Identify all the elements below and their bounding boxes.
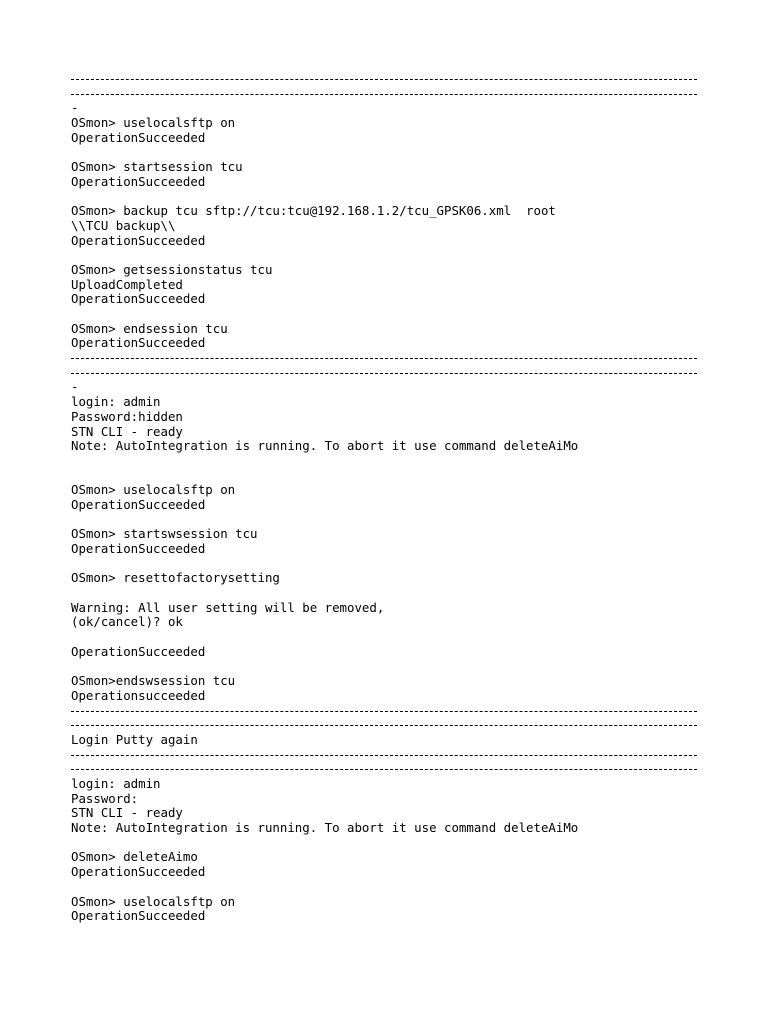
log-line: Operationsucceeded <box>71 688 206 703</box>
blank-line <box>71 307 701 322</box>
blank-line <box>71 513 701 528</box>
separator-rule <box>71 704 701 719</box>
log-line: login: admin <box>71 395 161 410</box>
log-line: Note: AutoIntegration is running. To abort it use command deleteAiMo <box>71 439 579 454</box>
log-line: OperationSucceeded <box>71 542 206 556</box>
log-line: OSmon> startswsession tcu <box>71 527 258 542</box>
log-line: STN CLI - ready <box>71 806 183 821</box>
log-line: - <box>71 101 79 116</box>
log-line: login: admin <box>71 777 161 791</box>
log-line: OperationSucceeded <box>71 233 206 248</box>
separator-rule <box>71 762 701 777</box>
log-line: OSmon>endswsession tcu <box>71 674 236 689</box>
log-line: OperationSucceeded <box>71 336 206 351</box>
log-line: OperationSucceeded <box>71 909 206 924</box>
log-line: OSmon> uselocalsftp on <box>71 894 236 909</box>
blank-line <box>71 454 701 469</box>
blank-line <box>71 248 701 263</box>
blank-line <box>71 630 701 645</box>
log-line: UploadCompleted <box>71 277 183 292</box>
log-line: OSmon> startsession tcu <box>71 160 243 175</box>
log-line: OSmon> getsessionstatus tcu <box>71 262 273 277</box>
log-line: Password:hidden <box>71 409 183 424</box>
log-line: OperationSucceeded <box>71 292 206 307</box>
log-line: Note: AutoIntegration is running. To abort it use command deleteAiMo <box>71 821 579 836</box>
log-line: - <box>71 380 79 395</box>
log-line: OperationSucceeded <box>71 644 206 659</box>
document-page <box>71 72 701 924</box>
terminal-log <box>71 72 701 924</box>
blank-line <box>71 836 701 851</box>
log-line: OSmon> deleteAimo <box>71 850 198 865</box>
log-line: OSmon> resettofactorysetting <box>71 571 280 586</box>
separator-rule <box>71 718 701 733</box>
log-line: STN CLI - ready <box>71 424 183 439</box>
log-line: \\TCU backup\\ <box>71 218 176 233</box>
blank-line <box>71 586 701 601</box>
separator-rule <box>71 366 701 381</box>
log-line: OperationSucceeded <box>71 130 206 145</box>
blank-line <box>71 190 701 205</box>
separator-rule <box>71 87 701 102</box>
blank-line <box>71 660 701 675</box>
log-line: Warning: All user setting will be removed, <box>71 600 385 615</box>
log-line: OperationSucceeded <box>71 174 206 189</box>
log-line: OperationSucceeded <box>71 865 206 880</box>
blank-line <box>71 557 701 572</box>
log-line: Login Putty again <box>71 732 198 747</box>
log-line: OSmon> backup tcu sftp://tcu:tcu@192.168.1.2/tcu_GPSK06.xml root <box>71 204 556 219</box>
separator-rule <box>71 748 701 763</box>
log-line: OSmon> uselocalsftp on <box>71 116 236 131</box>
blank-line <box>71 880 701 895</box>
log-line: (ok/cancel)? ok <box>71 615 183 630</box>
blank-line <box>71 469 701 484</box>
log-line: OperationSucceeded <box>71 497 206 512</box>
log-line: OSmon> uselocalsftp on <box>71 483 236 498</box>
separator-rule <box>71 72 701 87</box>
blank-line <box>71 145 701 160</box>
separator-rule <box>71 351 701 366</box>
log-line: Password: <box>71 791 139 806</box>
log-line: OSmon> endsession tcu <box>71 321 228 336</box>
